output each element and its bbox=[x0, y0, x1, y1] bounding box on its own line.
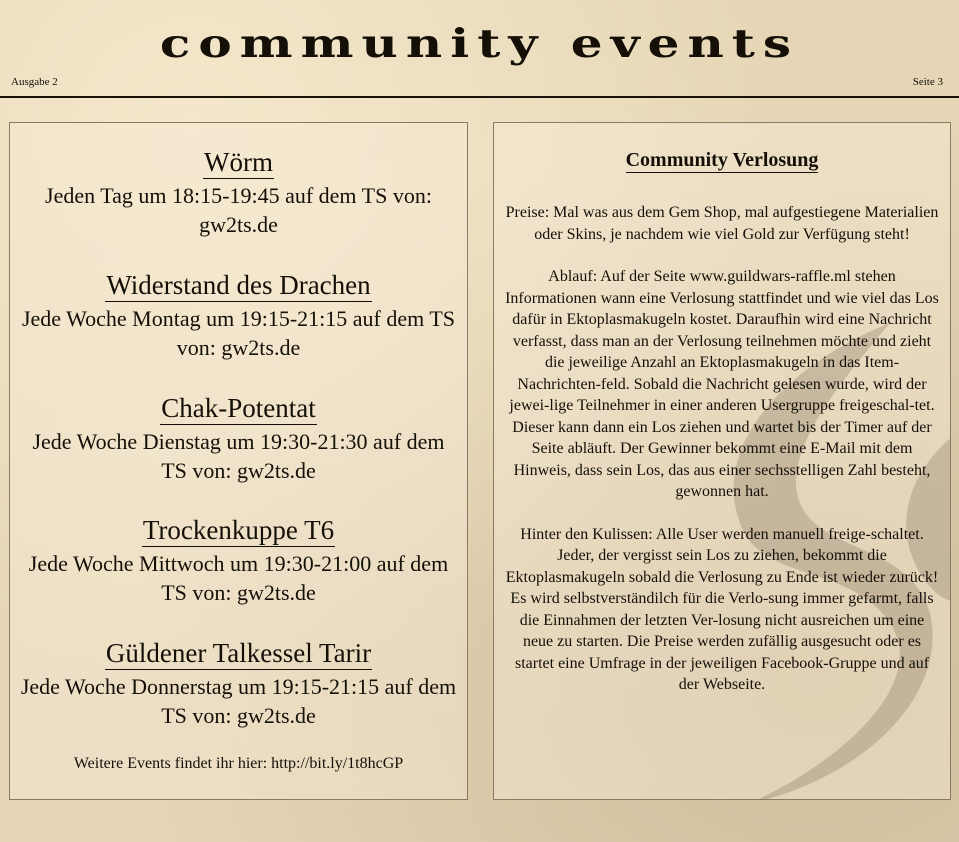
event-name: Wörm bbox=[204, 147, 273, 177]
event-item bbox=[10, 270, 467, 362]
events-footer-link: Weitere Events findet ihr hier: http://bit.ly/1t8hcGP bbox=[73, 755, 404, 772]
raffle-process: Ablauf: Auf der Seite www.guildwars-raffle.ml stehen Informationen wann eine Verlosung stattfindet und wie viel das Los dafür in Ektoplasmakugeln kostet. Daraufhin wird eine Nachricht verfasst, dass man an der Verlosung teilnehmen möchte und zieht die jeweilige Anzahl an Ektoplasmakugeln in das Item-Nachrichten-feld. Sobald die Nachricht gelesen wurde, wird der jewei-lige Teilnehmer in einer anderen Usergruppe freigeschal-tet. Dieser kann dann ein Los ziehen und wartet bis der Timer auf der Seite abläuft. Der Gewinner bekommt eine E-Mail mit dem Hinweis, dass sein Los, das aus einer sechsstelligen Zahl besteht, gewonnen hat. bbox=[505, 268, 939, 500]
raffle-title: Community Verlosung bbox=[625, 149, 819, 171]
masthead bbox=[0, 0, 959, 96]
masthead-title: community events bbox=[159, 20, 800, 67]
page-number: Seite 3 bbox=[912, 76, 943, 88]
raffle-background: Hinter den Kulissen: Alle User werden manuell freige-schaltet. Jeder, der vergisst sein Los zu ziehen, bekommt die Ektoplasmakugeln sobald die Verlosung zu Ende ist wieder zurück! Es wird selbstverständilch für die Verlo-sung immer gefarmt, falls die Einnahmen der letzten Ver-losung nicht ausreichen um eine neue zu starten. Die Preise werden zufällig ausgesucht oder es startet eine Umfrage in der jeweiligen Facebook-Gruppe und auf der Webseite. bbox=[505, 525, 939, 693]
event-description: Jede Woche Montag um 19:15-21:15 auf dem TS von: gw2ts.de bbox=[21, 306, 456, 360]
raffle-prizes: Preise: Mal was aus dem Gem Shop, mal aufgestiegene Materialien oder Skins, je nachdem wie viel Gold zur Verfügung steht! bbox=[505, 204, 939, 243]
event-item bbox=[10, 147, 467, 239]
event-description: Jede Woche Mittwoch um 19:30-21:00 auf dem TS von: gw2ts.de bbox=[28, 551, 449, 605]
event-description: Jede Woche Donnerstag um 19:15-21:15 auf dem TS von: gw2ts.de bbox=[20, 674, 457, 728]
event-description: Jede Woche Dienstag um 19:30-21:30 auf dem TS von: gw2ts.de bbox=[32, 429, 445, 483]
issue-label: Ausgabe 2 bbox=[11, 76, 58, 88]
event-name: Chak-Potentat bbox=[161, 393, 316, 423]
event-description: Jeden Tag um 18:15-19:45 auf dem TS von: gw2ts.de bbox=[45, 183, 432, 237]
event-item bbox=[10, 638, 467, 730]
event-name: Güldener Talkessel Tarir bbox=[105, 638, 372, 668]
events-panel bbox=[9, 122, 468, 800]
event-name: Trockenkuppe T6 bbox=[142, 515, 335, 545]
header-rule bbox=[0, 96, 959, 98]
event-item bbox=[10, 393, 467, 485]
event-name: Widerstand des Drachen bbox=[106, 270, 371, 300]
raffle-panel bbox=[493, 122, 951, 800]
event-item bbox=[10, 515, 467, 607]
